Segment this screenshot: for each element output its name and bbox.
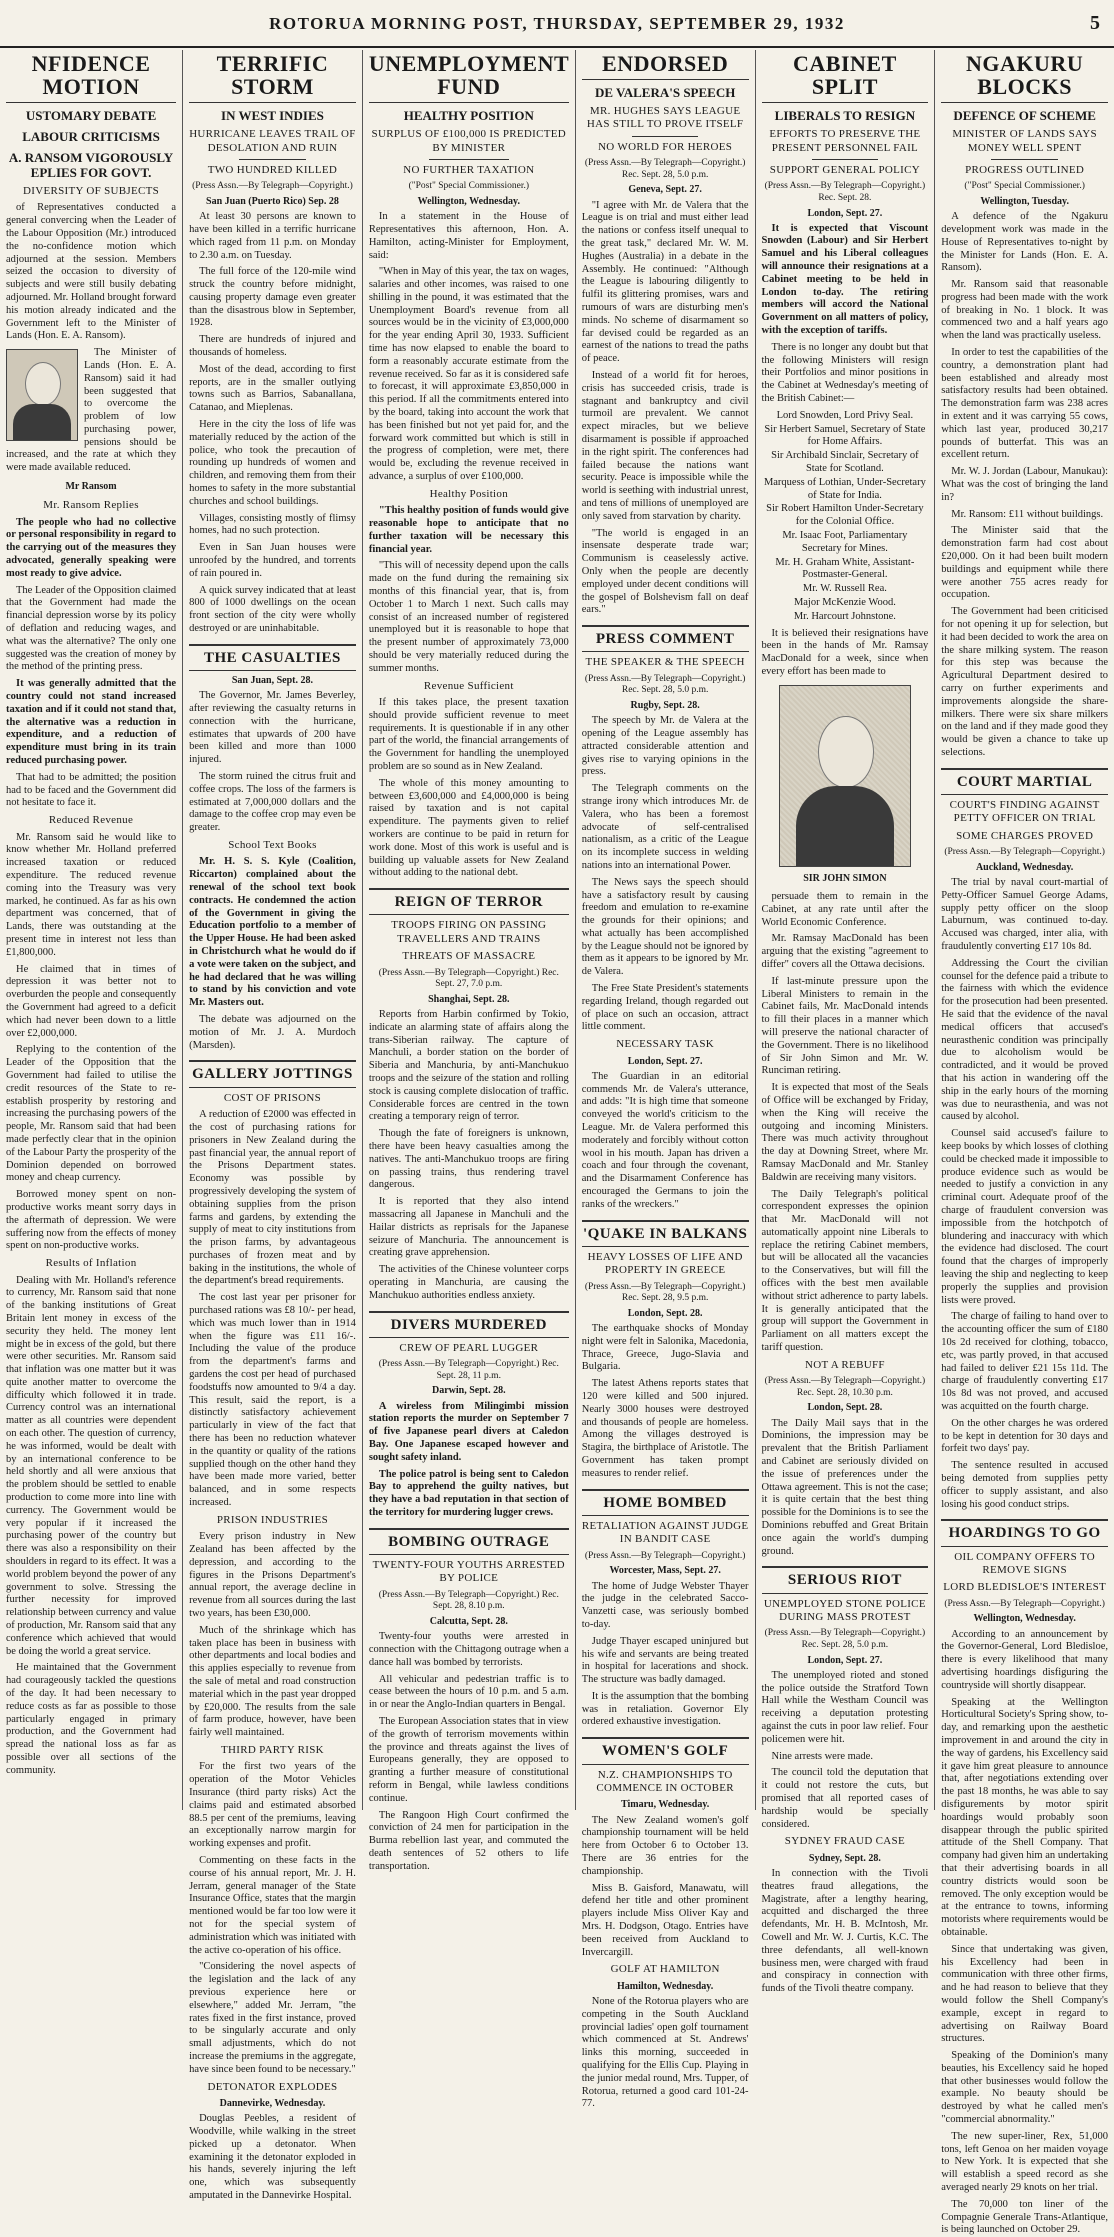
- subheadline: COST OF PRISONS: [223, 1091, 322, 1104]
- subheadline: HURRICANE LEAVES TRAIL OF DESOLATION AND RUIN: [189, 128, 356, 154]
- column-endorsed: [576, 50, 756, 2110]
- paragraph: Twenty-four youths were arrested in connection with the Chittagong outrage when a dance hall was bombed by terrorists.: [368, 1631, 569, 1668]
- paragraph: At least 30 persons are known to have been killed in a terrific hurricane which raged from 11 p.m. on Monday to 2.30 a.m. on Tuesday.: [189, 211, 356, 261]
- section-headline: 'QUAKE IN BALKANS: [582, 1220, 749, 1247]
- paragraph: "This healthy position of funds would give reasonable hope to anticipate that no further taxation will be necessary this financial year.: [368, 505, 569, 555]
- press-credit: (Press Assn.—By Telegraph—Copyright.): [944, 847, 1105, 858]
- dateline: Timaru, Wednesday.: [621, 1799, 710, 1811]
- subheadline: A. RANSOM VIGOROUSLY EPLIES FOR GOVT.: [8, 150, 174, 180]
- paragraph: The Leader of the Opposition claimed that the Government had made the financial depression worse by its policy of deflation and reducing wages, and what was the alternative? The only one suggested was the creation of money by the method of the printing press.: [6, 584, 177, 673]
- dateline: London, Sept. 27.: [807, 1654, 883, 1666]
- paragraph: There are hundreds of injured and thousands of homeless.: [189, 334, 356, 359]
- paragraph: The Telegraph comments on the strange irony which introduces Mr. de Valera, who has been a foremost advocate of self-centralised nationalism, as a critic of the League on its incomplete success in welding nations into an international Power.: [581, 783, 749, 871]
- paragraph: Douglas Peebles, a resident of Woodville, while walking in the street picked up a detonator. When examining it the detonator exploded in his hands, severely injuring the left one, which was subsequently amputated in the Dannevirke Hospital.: [189, 2113, 356, 2201]
- paragraph: persuade them to remain in the Cabinet, at any rate until after the World Economic Conference.: [761, 890, 929, 928]
- dateline: Shanghai, Sept. 28.: [428, 993, 510, 1005]
- column-unemployment-fund: [363, 50, 576, 1872]
- section-heading: Healthy Position: [429, 487, 509, 500]
- paragraph: Here in the city the loss of life was materially reduced by the action of the police, who took the precaution of rounding up hundreds of women and children, and removing them from their homes to safety in the more substantial churches and school buildings.: [189, 419, 356, 507]
- section-headline: WOMEN'S GOLF: [582, 1737, 749, 1764]
- paragraph: The Guardian in an editorial commends Mr. de Valera's utterance, and adds: "It is high time that someone conveyed the world's criticism to the League. Mr. de Valera performed this moderately and forcibly without cotton wool in his mouth. Japan has driven a coach and four through the covenant, and the Disarmament Conference has encouraged the Germans to join the ranks of the wreckers.": [581, 1070, 749, 1210]
- section-headline: COURT MARTIAL: [941, 768, 1108, 795]
- paragraph: The sentence resulted in accused being demoted from supplies petty officer to supply assistant, and also losing his good conduct strips.: [941, 1460, 1109, 1510]
- paragraph: Mr. Ransom: £11 without buildings.: [951, 508, 1104, 520]
- paragraph: That had to be admitted; the position had to be faced and the Government did not hesitate to face it.: [6, 771, 177, 809]
- press-credit: (Press Assn.—By Telegraph—Copyright.): [944, 1598, 1105, 1609]
- paragraph: Mr. Ransom said that reasonable progress had been made with the work of breaking in No. 1 block. It was commenced two and a half years ago when the land was practically useless.: [941, 279, 1109, 342]
- paragraph: The people who had no collective or personal responsibility in regard to the carrying out of the measures they advocated, generally speaking were most ready to give advice.: [6, 516, 177, 579]
- paragraph: He maintained that the Government had courageously tackled the questions of the day. It had been necessary to reduce costs as far as possible to those particularly engaged in primary production, and the Government had spread the national loss as far as possible over all sections of the community.: [6, 1662, 177, 1776]
- paragraph: The trial by naval court-martial of Petty-Officer Samuel George Adams, supply petty officer on the sloop Laburnum, was continued to-day. Accused was charged, inter alia, with fraudulently converting £17 10s 8d.: [941, 877, 1109, 953]
- paragraph: The storm ruined the citrus fruit and coffee crops. The loss of the farmers is estimated at 7,000,000 dollars and the damage to the coffee crop may even be greater.: [189, 771, 356, 834]
- paragraph: The Rangoon High Court confirmed the conviction of 24 men for participation in the Burma rebellion last year, and commuted the death sentences of 52 others to life transportation.: [368, 1809, 569, 1872]
- dateline: San Juan (Puerto Rico) Sep. 28: [206, 195, 339, 207]
- paragraph: Even in San Juan houses were unroofed by the hundred, and torrents of rain poured in.: [189, 542, 356, 579]
- section-headline: SERIOUS RIOT: [762, 1566, 929, 1593]
- paragraph: Replying to the contention of the Leader of the Opposition that the Government had failed to utilise the credit resources of the State to re-establish prosperity by restoring and increasing the purchasing powers of the people, Mr. Ransom said that had been made perfectly clear that in the opinion of the Labour Party the prosperity of the Dominion depended on borrowed money and cheap currency.: [6, 1044, 177, 1184]
- paragraph: Commenting on these facts in the course of his annual report, Mr. J. H. Jerram, general manager of the State Insurance Office, states that the margin mentioned would be far too low were it not for the special system of administration which was initiated with the active co-operation of his office.: [189, 1854, 356, 1956]
- list-item: Marquess of Lothian, Under-Secretary of State for India.: [763, 476, 926, 501]
- paragraph: In a statement in the House of Representatives this afternoon, Hon. A. Hamilton, acting-Minister for Employment, said:: [368, 211, 569, 261]
- subheadline: SURPLUS OF £100,000 IS PREDICTED BY MINISTER: [371, 128, 567, 154]
- list-item: Sir Robert Hamilton Under-Secretary for the Colonial Office.: [766, 503, 924, 528]
- subheadline: TROOPS FIRING ON PASSING TRAVELLERS AND TRAINS: [391, 919, 547, 945]
- dateline: San Juan, Sept. 28.: [231, 675, 314, 687]
- subheadline: RETALIATION AGAINST JUDGE IN BANDIT CASE: [581, 1519, 749, 1546]
- dateline: Wellington, Wednesday.: [973, 1613, 1076, 1625]
- section-headline: HOME BOMBED: [582, 1489, 749, 1516]
- dateline: Geneva, Sept. 27.: [628, 184, 702, 196]
- subheadline: NO FURTHER TAXATION: [403, 163, 535, 176]
- portrait-image: [779, 685, 911, 867]
- paragraph: Dealing with Mr. Holland's reference to currency, Mr. Ransom said that none of the banking institutions of Great Britain lent money in excess of the security they held. The money lent might be in excess of the gold, but there were other securities. Mr. Ransom said that inflation was one matter but it was quite another matter to overcome the difficulty which followed it in trade. Currency control was an international matter as all countries were dependent on each other. The question of currency, he was informed, would be dealt with by an international conference to be held shortly and all were anxious that the problem should be settled to enable production to come more into line with currency. The Government would be very popular if it increased the purchasing power of the country but there was also a responsibility on their shoulders in regard to its effect. It was a world problem beyond the power of any government to solve. Stressing the further necessity for improved relationship between currency and value of production, Mr. Ransom said that any conference which achieved that would be doing the world a great service.: [6, 1274, 177, 1657]
- column-cabinet-split: [756, 50, 936, 1995]
- paragraph: Counsel said accused's failure to keep books by which losses of clothing could be checked made it impossible to produce evidence such as would be needed to justify a conviction in any criminal court. Adequate proof of the charge of fraudulent conversion was impossible from the hotchpotch of blundering and inaccuracy with which the evidence had disclosed. The court found that the charges of improperly leaving the ship and neglecting to keep properly the supplies and provision lists were proved.: [941, 1128, 1109, 1306]
- paragraph: The council told the deputation that it could not restore the cuts, but promised that all reported cases of hardship would be specially considered.: [761, 1767, 929, 1830]
- subheadline: LORD BLEDISLOE'S INTEREST: [943, 1581, 1107, 1594]
- headline: ENDORSED: [582, 52, 749, 80]
- subheadline: MINISTER OF LANDS SAYS MONEY WELL SPENT: [952, 128, 1097, 154]
- paragraph: The whole of this money amounting to between £3,600,000 and £4,000,000 is being raised by taxation and is not capital expenditure. The payments given to relief workers are continue to be paid in return for work done. Most of this work is useful and is building up valuable assets for New Zealand without adding to the national debt.: [368, 777, 569, 879]
- subheadline: NO WORLD FOR HEROES: [598, 140, 733, 153]
- press-credit: (Press Assn.—By Telegraph—Copyright.) Rec. Sept. 28, 5.0 p.m.: [764, 1628, 926, 1651]
- dateline: Auckland, Wednesday.: [975, 861, 1074, 873]
- paragraph: Addressing the Court the civilian counsel for the defence paid a tribute to the fairness with which the evidence for the prosecution had been presented. He said that the evidence of the naval medical officers that accused's neurasthenic condition was principally due to alcoholism would be contradicted, and it would be proved that his action in wandering off the ship in the early hours of the morning was due to neurasthenia, and was not caused by alcohol.: [941, 957, 1109, 1123]
- list-item: Mr. Harcourt Johnstone.: [793, 610, 896, 622]
- paragraph: He claimed that in times of depression it was better not to overburden the people and consequently the Government had agreed to a deficit which had never been down to a little over £2,000,000.: [6, 963, 177, 1039]
- subheadline: DE VALERA'S SPEECH: [594, 85, 736, 101]
- subheadline: THE SPEAKER & THE SPEECH: [585, 656, 745, 669]
- section-headline: BOMBING OUTRAGE: [369, 1528, 569, 1555]
- subheadline: NECESSARY TASK: [616, 1038, 715, 1051]
- subheadline: MR. HUGHES SAYS LEAGUE HAS STILL TO PROVE ITSELF: [586, 105, 744, 131]
- paragraph: The full force of the 120-mile wind struck the country before midnight, causing property damage even greater than the disastrous blow in September, 1928.: [189, 266, 356, 329]
- paragraph: The new super-liner, Rex, 51,000 tons, left Genoa on her maiden voyage to New York. It is expected that she will establish a speed record as she averaged nearly 29 knots on her trial.: [941, 2130, 1109, 2194]
- subheadline: SOME CHARGES PROVED: [956, 829, 1094, 842]
- paragraph: Mr. H. S. S. Kyle (Coalition, Riccarton) complained about the renewal of the school text book contracts. He condemned the action of the Government in giving the Education portfolio to a member of the Upper House. He had been asked in Christchurch what he would do if a vote were taken on the subject, and he had declared that he was willing to stand by his conviction and vote Mr. Masters out.: [189, 856, 356, 1009]
- dateline: Rugby, Sept. 28.: [630, 699, 700, 711]
- paragraph: The charge of failing to hand over to the accounting officer the sum of £180 10s 2d received for clothing, tobacco, etc, was partly proved, in that accused had failed to deliver £21 15s 11d. The charge of fraudulently converting £17 10s 8d was not proved, and accused was acquitted on the fourth charge.: [941, 1311, 1109, 1412]
- subheadline: COURT'S FINDING AGAINST PETTY OFFICER ON TRIAL: [949, 799, 1100, 825]
- headline: NFIDENCE MOTION: [6, 52, 176, 103]
- article-columns: [0, 50, 1114, 2236]
- paragraph: The Daily Mail says that in the Dominions, the impression may be prevalent that the British Parliament and Cabinet are seriously divided on the issue of preferences under the Ottawa agreement. This is not the case; it is quite certain that the best thing possible for the Dominions is to see the Dominions rebuffed and Great Britain once again the world's dumping ground.: [761, 1417, 929, 1557]
- paragraph: The earthquake shocks of Monday night were felt in Salonika, Macedonia, Thrace, Greece, Jugo-Slavia and Bulgaria.: [581, 1323, 749, 1373]
- paragraph: Most of the dead, according to first reports, are in the smaller outlying towns such as Barrios, Sabanallana, Catanao, and Mieplenas.: [189, 363, 356, 414]
- subheadline: THREATS OF MASSACRE: [402, 950, 536, 963]
- section-headline: REIGN OF TERROR: [369, 888, 569, 915]
- paragraph: A wireless from Milingimbi mission station reports the murder on September 7 of five Japanese pearl divers at Caledon Bay. One Japanese escaped however and sought safety inland.: [368, 1400, 569, 1463]
- paragraph: Speaking at the Wellington Horticultural Society's Spring show, to-day, and remarking upon the aesthetic improvement in and around the city in the way of gardens, his Excellency said it gave him great pleasure to announce that, after negotiations extending over the past 18 months, he was able to say disfigurements by motor spirit hoardings would probably soon disappear through the public spirited attitude of the Shell Company. That company had given him an undertaking that their advertising boards in all country districts would soon be removed. The only exception would be at the entrance to towns, informing motorists where requirements would be obtainable.: [941, 1696, 1109, 1938]
- paragraph: It was generally admitted that the country could not stand increased taxation and if it could not stand that, the alternative was a reduction in expenditure, and a reduction of expenditure must bring in its train reduced purchasing power.: [6, 678, 177, 767]
- section-headline: THE CASUALTIES: [189, 644, 356, 671]
- section-heading: Mr. Ransom Replies: [43, 499, 139, 512]
- paragraph: Miss B. Gaisford, Manawatu, will defend her title and other prominent players include Miss Oliver Kay and Mrs. H. Dodgson, Otago. Entries have been received from Auckland to Invercargill.: [581, 1882, 749, 1958]
- paragraph: The cost last year per prisoner for purchased rations was £8 10/- per head, which was much lower than in 1914 when the figure was £11 16/-. Including the value of the produce from the department's farms and gardens the cost per head of purchased foodstuffs now amounted to 9/4 a day. This result, said the report, is a distinctly satisfactory achievement particularly in view of the fact that there has been no reduction whatever in the quantity or quality of the rations supplied though on the other hand they have been made more varied, better balanced, and in some respects increased.: [189, 1292, 356, 1509]
- dateline: London, Sept. 27.: [627, 1055, 703, 1067]
- paragraph: The Free State President's statements regarding Ireland, though regarded out of place on such an occasion, attract little comment.: [581, 983, 749, 1033]
- paragraph: According to an announcement by the Governor-General, Lord Bledisloe, there is every likelihood that many advertising hoardings disfiguring the countryside will shortly disappear.: [941, 1628, 1109, 1691]
- press-credit: (Press Assn.—By Telegraph—Copyright.) Rec. Sept. 28, 5.0 p.m.: [584, 673, 746, 696]
- paragraph: Judge Thayer escaped uninjured but his wife and servants are being treated in hospital for lacerations and shock. The structure was badly damaged.: [581, 1635, 749, 1686]
- press-credit: ("Post" Special Commissioner.): [964, 181, 1085, 192]
- paragraph: For the first two years of the operation of the Motor Vehicles Insurance (third party risks) Act the claims paid and estimated absorbed 88.5 per cent of the premiums, leaving an exceptionally narrow margin for working expenses and profit.: [189, 1761, 356, 1850]
- section-headline: HOARDINGS TO GO: [941, 1519, 1108, 1546]
- dateline: Calcutta, Sept. 28.: [429, 1616, 508, 1628]
- paragraph: Speaking of the Dominion's many beauties, his Excellency said he hoped that other businesses would follow the example. No beauty should be destroyed by what he called men's "commercial abnormality.": [941, 2050, 1109, 2126]
- dateline: London, Sept. 28.: [627, 1307, 703, 1319]
- section-headline: DIVERS MURDERED: [369, 1311, 569, 1338]
- paragraph: "When in May of this year, the tax on wages, salaries and other incomes, was raised to one shilling in the pound, it was estimated that the Unemployment Board's revenue from all sources would be in the vicinity of £3,000,000 for the year ending April 30, 1933. Sufficient time has now elapsed to enable the board to form a reasonably accurate estimate from the revenue received. So far as it is considered safe to forecast, it will approximate £3,850,000 in this period. If all the commitments entered into by the board, taking into account the work that has been finished but not yet paid for, and the forward work committed but which is still in the progress of completion, were met, there would be, excluding the revenue received in advance, a surplus of over £100,000.: [368, 266, 569, 483]
- paragraph: "The world is engaged in an insensate desperate trade war; Communism is ceaselessly active. Only when the people are decently employed under decent conditions will the gospel of Bolshevism fall on deaf ears.": [581, 527, 749, 616]
- dateline: Dannevirke, Wednesday.: [219, 2097, 326, 2109]
- subheadline: GOLF AT HAMILTON: [610, 1963, 720, 1976]
- paragraph: Mr. W. J. Jordan (Labour, Manukau): What was the cost of bringing the land in?: [941, 466, 1109, 503]
- paragraph: The Governor, Mr. James Beverley, after reviewing the casualty returns in connection with the hurricane, estimates that upwards of 200 have been killed and more than 1000 injured.: [189, 690, 356, 766]
- press-credit: (Press Assn.—By Telegraph—Copyright.) Rec. Sept. 28.: [764, 181, 926, 203]
- column-ngakuru-blocks: [935, 50, 1114, 2236]
- press-credit: (Press Assn.—By Telegraph—Copyright.) Rec. Sept. 28, 11 p.m.: [378, 1359, 559, 1381]
- dateline: London, Sept. 28.: [807, 1402, 883, 1414]
- subheadline: EFFORTS TO PRESERVE THE PRESENT PERSONNEL FAIL: [769, 128, 921, 154]
- paragraph: of Representatives conducted a general convercing when the Leader of the Labour Opposition (Mr.) introduced the no-confidence motion which adjourned at the session. Members seized the occasion to diversity of subjects and were still busily debating adjourned. Mr. Holland brought forward his motion already indicated and the Government left to the Minister of Lands (Hon. E. A. Ransom).: [6, 202, 177, 342]
- paragraph: In connection with the Tivoli theatres fraud allegations, the Magistrate, after a lengthy hearing, acquitted and discharged the three defendants, Mr. H. B. McIntosh, Mr. Cowell and Mr. W. J. Curtis, K.C. The three defendants, all well-known business men, were charged with fraud and conspiracy in connection with funds of the Tivoli theatre company.: [761, 1867, 929, 1995]
- list-item: Mr. Isaac Foot, Parliamentary Secretary for Mines.: [782, 530, 908, 554]
- paragraph: Since that undertaking was given, his Excellency had been in communication with three other firms, and he had reason to believe that they would follow the Shell Company's example, except in regard to advertising on Railway Board structures.: [941, 1943, 1109, 2045]
- subheadline: NOT A REBUFF: [804, 1358, 885, 1371]
- paragraph: Mr. Ramsay MacDonald has been arguing that the existing "agreement to differ" covers all the Ottawa decisions.: [761, 933, 929, 970]
- paragraph: The 70,000 ton liner of the Compagnie Generale Trans-Atlantique, is being launched on October 29.: [941, 2198, 1109, 2236]
- paragraph: The European Association states that in view of the growth of terrorism movements within the province and threats against the lives of Europeans generally, they are opposed to granting a further measure of constitutional reform in Bengal, while lawless conditions continue.: [368, 1716, 569, 1804]
- subheadline: DETONATOR EXPLODES: [207, 2080, 338, 2093]
- press-credit: (Press Assn.—By Telegraph—Copyright.) Rec. Sept. 28, 10.30 p.m.: [764, 1376, 926, 1398]
- paragraph: There is no longer any doubt but that the following Ministers will resign their Portfolios and minor positions in the Cabinet at Wednesday's meeting of the British Cabinet:—: [761, 341, 929, 405]
- paragraph: Borrowed money spent on non-productive works meant sorry days in the aftermath of depression. We were suffering now from the effects of money spent on non-productive works.: [6, 1189, 177, 1252]
- section-headline: GALLERY JOTTINGS: [189, 1060, 356, 1087]
- subheadline: SYDNEY FRAUD CASE: [784, 1835, 905, 1848]
- paragraph: It is expected that most of the Seals of Office will be exchanged by Friday, when the King will receive the outgoing and incoming Ministers. There was much activity throughout the day at Downing Street, where Mr. Ramsay MacDonald and Mr. Stanley Baldwin are receiving many visitors.: [761, 1082, 929, 1183]
- dateline: Worcester, Mass, Sept. 27.: [609, 1565, 721, 1577]
- paragraph: Villages, consisting mostly of flimsy homes, had no such protection.: [189, 512, 356, 537]
- portrait-image: [6, 349, 78, 441]
- paragraph: The News says the speech should have a satisfactory result by causing freedom and emulation to re-examine the grounds for their opinions; and what actually has been accomplished by the League should not be ignored by them as it appears to be ignored by Mr. de Valera.: [581, 876, 749, 978]
- subheadline: USTOMARY DEBATE: [25, 108, 157, 124]
- paragraph: None of the Rotorua players who are competing in the South Auckland provincial ladies' open golf tournament which commenced at St. Andrews' links this morning, succeeded in qualifying for the Ellis Cup. Playing in the junior medal round, Mrs. Tupper, of Rotorua, returned a good card 101-24-77.: [581, 1995, 749, 2110]
- image-caption: SIR JOHN SIMON: [803, 872, 887, 884]
- paragraph: The Minister said that the demonstration farm had cost about £20,000. On it had been built modern buildings and equipment while there were another 755 acres ready for occupation.: [941, 525, 1109, 601]
- list-item: Sir Herbert Samuel, Secretary of State for Home Affairs.: [764, 423, 926, 448]
- section-heading: Revenue Sufficient: [423, 679, 514, 692]
- paragraph: The latest Athens reports states that 120 were killed and 500 injured. Nearly 3000 houses were destroyed and thousands of people are homeless. Among the villages destroyed is Stagira, the birthplace of Aristotle. The Government has taken prompt measures to render relief.: [581, 1378, 749, 1479]
- newspaper-title: ROTORUA MORNING POST, THURSDAY, SEPTEMBER 29, 1932: [269, 14, 845, 33]
- section-heading: Reduced Revenue: [48, 814, 134, 827]
- column-confidence-motion: [0, 50, 183, 1810]
- press-credit: (Press Assn.—By Telegraph—Copyright.) Rec. Sept. 27, 7.0 p.m.: [378, 967, 559, 990]
- masthead: [0, 0, 1114, 48]
- dateline: Wellington, Tuesday.: [980, 195, 1069, 207]
- section-heading: Results of Inflation: [45, 1257, 137, 1270]
- subheadline: OIL COMPANY OFFERS TO REMOVE SIGNS: [954, 1550, 1095, 1577]
- subheadline: HEAVY LOSSES OF LIFE AND PROPERTY IN GREECE: [587, 1250, 743, 1277]
- paragraph: Every prison industry in New Zealand has been affected by the depression, and according to the figures in the Prisons Department's annual report, the average decline in revenue from all sources during the last two years, has been £30,000.: [189, 1531, 356, 1620]
- paragraph: The New Zealand women's golf championship tournament will be held here from October 6 to October 13. There are 36 entries for the championship.: [581, 1814, 749, 1877]
- list-item: Mr. W. Russell Rea.: [802, 583, 887, 595]
- paragraph: It is reported that they also intend massacring all Japanese in Manchuli and the Hailar districts as reprisals for the Japanese seizure of Manchuria. The announcement is creating grave apprehension.: [368, 1196, 569, 1259]
- paragraph: Reports from Harbin confirmed by Tokio, indicate an alarming state of affairs along the trans-Siberian railway. The capture of Manchuli, a border station on the border of Siberia and Manchuria, by anti-Manchukuo troops and the seizure of the station and rolling stock is causing complete dislocation of traffic. Considerable forces are centred in the town creating a temporary reign of terror.: [368, 1009, 569, 1123]
- paragraph: Instead of a world fit for heroes, crisis has succeeded crisis, trade is stagnant and bankruptcy and civil turmoil are prevalent. We cannot expect miracles, but we believe disarmament is possible if approached in the right spirit. The conferences had failed because the nations want security. Peace is impossible while the world is seething with industrial unrest, and tens of millions of unemployed are only saved from starvation by charity.: [581, 369, 749, 522]
- paragraph: Much of the shrinkage which has taken place has been in business with other departments and local bodies and this applies especially to revenue from the sale of metal and road construction material which in the past year dropped by £20,000. The results from the sale of farm produce, however, have been fairly well maintained.: [189, 1624, 356, 1739]
- subheadline: DIVERSITY OF SUBJECTS: [23, 184, 160, 197]
- paragraph: The home of Judge Webster Thayer the judge in the celebrated Sacco-Vanzetti case, was seriously bombed to-day.: [581, 1580, 749, 1630]
- paragraph: Nine arrests were made.: [771, 1750, 873, 1762]
- list-item: Lord Snowden, Lord Privy Seal.: [776, 409, 914, 421]
- subheadline: PROGRESS OUTLINED: [965, 163, 1085, 176]
- subheadline: SUPPORT GENERAL POLICY: [769, 163, 920, 176]
- paragraph: It is believed their resignations have been in the hands of Mr. Ramsay MacDonald for a week, since when every effort has been made to: [761, 627, 929, 677]
- paragraph: The speech by Mr. de Valera at the opening of the League assembly has attracted considerable attention and gives rise to varying opinions in the press.: [581, 715, 749, 778]
- paragraph: The debate was adjourned on the motion of Mr. J. A. Murdoch (Marsden).: [189, 1014, 356, 1051]
- subheadline: LIBERALS TO RESIGN: [774, 108, 916, 124]
- press-credit: (Press Assn.—By Telegraph—Copyright.): [192, 181, 353, 192]
- list-item: Mr. H. Graham White, Assistant-Postmaster-General.: [775, 556, 915, 581]
- minister-list: [762, 410, 929, 624]
- paragraph: Mr. Ransom said he would like to know whether Mr. Holland preferred increased taxation or reduced expenditure. The reduced revenue coming into the Treasury was very marked, he continued. As far as his own department was concerned, that of Lands, there was outstanding at the present time in interest not less than £1,800,000.: [6, 831, 177, 958]
- paragraph: A quick survey indicated that at least 800 of 1000 dwellings on the ocean front section of the city were wholly destroyed or are uninhabitable.: [189, 584, 356, 635]
- paragraph: The Government had been criticised for not opening it up for selection, but it had been decided to work the area on the share milking system. The reason for this step was because the Agricultural Department desired to carry on further experiments and improvements alongside the share-milkers. There were six share milkers on the land and if they made good they would be given a chance to take up selections.: [941, 606, 1109, 758]
- column-terrific-storm: [183, 50, 363, 2201]
- dateline: London, Sept. 27.: [807, 207, 883, 219]
- subheadline: PRISON INDUSTRIES: [216, 1513, 329, 1526]
- paragraph: The Minister of Lands (Hon. E. A. Ransom) said it had been suggested that to overcome the problem of low purchasing power, pensions should be increased, and the rate at which they were made available reduced.: [6, 347, 177, 474]
- paragraph: If last-minute pressure upon the Liberal Ministers to remain in the Cabinet fails, Mr. MacDonald intends to fill their places in a manner which will preserve the national character of the Government. There is no likelihood of Sir John Simon and Mr. W. Runciman retiring.: [761, 975, 929, 1077]
- subheadline: THIRD PARTY RISK: [220, 1743, 324, 1756]
- section-heading: School Text Books: [228, 839, 317, 852]
- subheadline: LABOUR CRITICISMS: [22, 129, 160, 145]
- subheadline: TWO HUNDRED KILLED: [207, 163, 338, 176]
- headline: TERRIFIC STORM: [189, 52, 356, 103]
- image-caption: Mr Ransom: [65, 481, 117, 493]
- press-credit: (Press Assn.—By Telegraph—Copyright.) Rec. Sept. 28, 9.5 p.m.: [584, 1281, 746, 1304]
- press-credit: (Press Assn.—By Telegraph—Copyright.) Rec. Sept. 28, 5.0 p.m.: [584, 158, 746, 180]
- subheadline: HEALTHY POSITION: [403, 108, 534, 124]
- paragraph: "Considering the novel aspects of the legislation and the lack of any previous experience here or elsewhere," added Mr. Jerram, "the rates fixed in the first instance, proved to be singularly accurate and only small adjustments, which do not increase the premiums in the aggregate, have since been found to be necessary.": [189, 1961, 356, 2075]
- paragraph: The Daily Telegraph's political correspondent expresses the opinion that Mr. MacDonald will not automatically appoint nine Liberals to replace the retiring Cabinet members, but will be allocated all the vacancies to the Conservatives, but will fill the offices with the best men available without strict adherence to party labels. It is generally anticipated that the group will support the Government in Parliament on all matters except the tariff question.: [761, 1188, 929, 1354]
- list-item: Major McKenzie Wood.: [793, 597, 896, 608]
- paragraph: The activities of the Chinese volunteer corps operating in Manchuria, are causing the Manchukuo authorities endless anxiety.: [368, 1264, 569, 1301]
- dateline: Darwin, Sept. 28.: [431, 1385, 506, 1397]
- subheadline: UNEMPLOYED STONE POLICE DURING MASS PROTEST: [763, 1597, 926, 1624]
- dateline: Wellington, Wednesday.: [417, 195, 520, 207]
- headline: UNEMPLOYMENT FUND: [369, 52, 569, 103]
- press-credit: (Press Assn.—By Telegraph—Copyright.) Rec. Sept. 28, 8.10 p.m.: [378, 1589, 559, 1612]
- paragraph: In order to test the capabilities of the country, a demonstration plant had been established and already most satisfactory results had been obtained. The demonstration farm was 238 acres in extent and it was carrying 55 cows, which last year, produced 30,217 pounds of butterfat. This was an excellent return.: [941, 347, 1109, 461]
- paragraph: Though the fate of foreigners is unknown, there have been heavy casualties among the natives. The anti-Manchukuo troops are firing on passing trains, thus rendering travel dangerous.: [368, 1128, 569, 1191]
- subheadline: CREW OF PEARL LUGGER: [399, 1341, 539, 1354]
- paragraph: It is the assumption that the bombing was in retaliation. Governor Ely ordered exhaustive investigation.: [581, 1690, 749, 1728]
- section-headline: PRESS COMMENT: [582, 625, 749, 652]
- press-credit: ("Post" Special Commissioner.): [408, 181, 530, 192]
- paragraph: "I agree with Mr. de Valera that the League is on trial and must either lead the nations or confess itself unequal to the great task," declared Mr. W. M. Hughes (Australia) in a debate in the Assembly. He continued: "Although the League is labouring diligently to fulfil its glittering promises, wars and rumours of wars are disturbing men's minds. No scheme of disarmament so far devised could be regarded as an earnest of the nations to tread the paths of peace.: [581, 199, 749, 365]
- subheadline: IN WEST INDIES: [221, 108, 324, 124]
- list-item: Sir Archibald Sinclair, Secretary of State for Scotland.: [771, 450, 919, 475]
- paragraph: If this takes place, the present taxation should provide sufficient revenue to meet requirements. It is questionable if in any other part of the world, the financial arrangements of the Government for handling the unemployed problem are so sound as in New Zealand.: [368, 697, 569, 772]
- paragraph: The police patrol is being sent to Caledon Bay to apprehend the guilty natives, but they have a bad reputation in that section of the territory for murdering lugger crews.: [368, 1468, 569, 1518]
- subheadline: TWENTY-FOUR YOUTHS ARRESTED BY POLICE: [372, 1559, 565, 1585]
- paragraph: A reduction of £2000 was effected in the cost of purchasing rations for prisoners in New Zealand during the past financial year, the annual report of the Prisons Department states. Economy was possible by progressively developing the system of obtaining supplies from the prison farms and gardens, by extending the supply of meat to city institutions from the prison farms, by advantageous purchases of frozen meat and by baking in the institutions, the whole of the department's bread requirements.: [189, 1109, 356, 1287]
- paragraph: All vehicular and pedestrian traffic is to cease between the hours of 10 p.m. and 5 a.m. in or near the Anglo-Indian quarters in Bengal.: [368, 1673, 569, 1711]
- headline: NGAKURU BLOCKS: [941, 52, 1108, 103]
- dateline: Hamilton, Wednesday.: [617, 1980, 714, 1992]
- paragraph: The unemployed rioted and stoned the police outside the Stratford Town Hall while the Westham Council was receiving a deputation protesting against the cuts in poor law relief. Four policemen were hit.: [761, 1669, 929, 1745]
- dateline: Sydney, Sept. 28.: [808, 1852, 881, 1864]
- headline: CABINET SPLIT: [762, 52, 929, 103]
- paragraph: It is expected that Viscount Snowden (Labour) and Sir Herbert Samuel and his Liberal colleagues will announce their resignations at a Cabinet meeting to be held in London to-day. The retiring members will accord the National Government on all matters of policy, with the exception of tariffs.: [761, 222, 929, 337]
- subheadline: DEFENCE OF SCHEME: [953, 108, 1096, 124]
- page-number: 5: [1090, 12, 1100, 34]
- press-credit: (Press Assn.—By Telegraph—Copyright.): [584, 1550, 746, 1561]
- paragraph: "This will of necessity depend upon the calls made on the fund during the remaining six months of this financial year, that is, from October 1 to March 1 next. Such calls may consist of an increased number of registered unemployed but it is reasonable to hope that the present number of approximately 73,000 should be very materially reduced during the summer months.: [368, 560, 569, 674]
- paragraph: A defence of the Ngakuru development work was made in the House of Representatives to-night by the Minister for Lands (Hon. E. A. Ransom).: [941, 211, 1109, 274]
- paragraph: On the other charges he was ordered to be kept in detention for 30 days and forfeit two days' pay.: [941, 1417, 1109, 1455]
- subheadline: N.Z. CHAMPIONSHIPS TO COMMENCE IN OCTOBER: [596, 1768, 734, 1794]
